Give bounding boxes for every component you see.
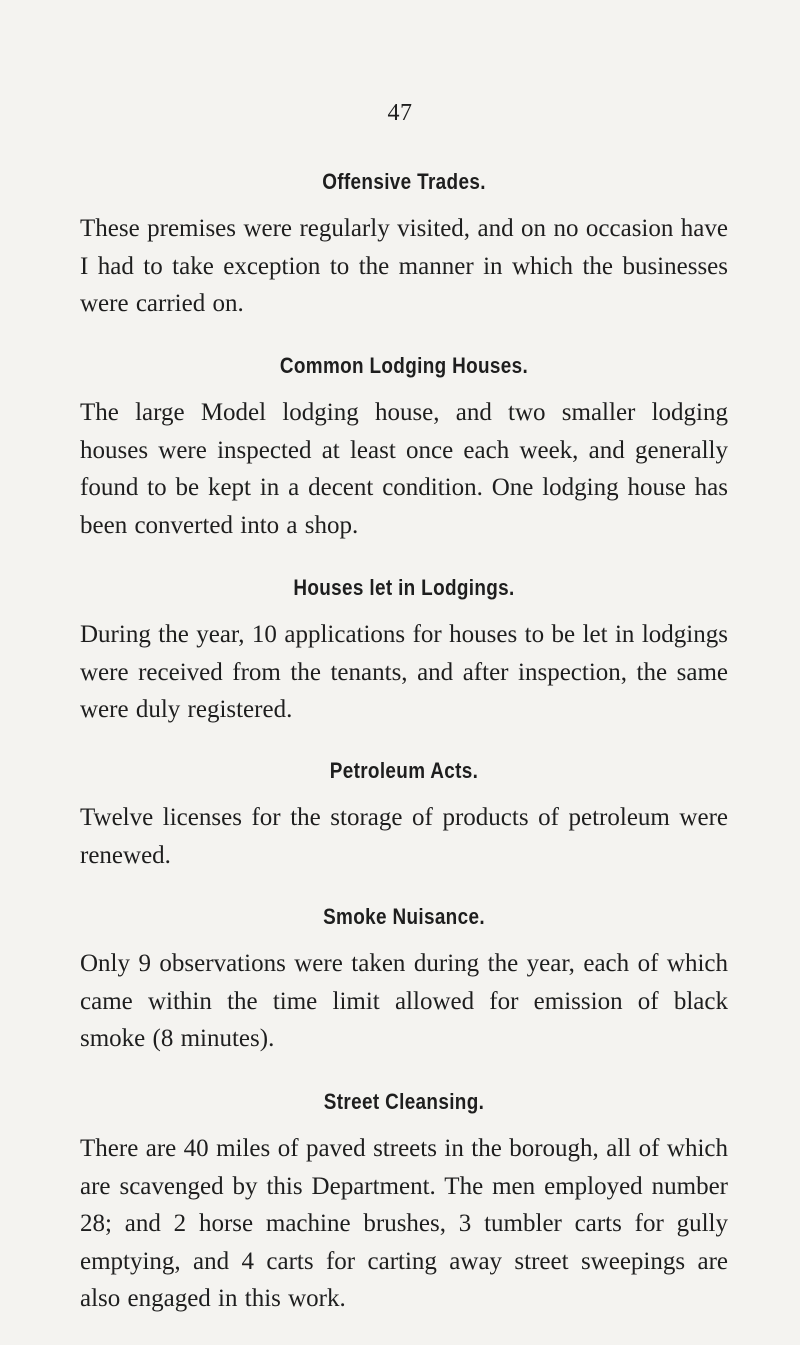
section-body: There are 40 miles of paved streets in the borough, all of which are scavenged by this Department. The men employed number 28; and 2 horse machine brushes, 3 tumbler carts for gully emptying, and 4 carts for carting away street sweepings are also engaged in this work. bbox=[80, 1135, 728, 1312]
section-common-lodging-houses bbox=[80, 352, 728, 544]
section-body: Twelve licenses for the storage of products of petroleum were renewed. bbox=[80, 804, 728, 869]
section-offensive-trades bbox=[80, 168, 728, 323]
section-body: These premises were regularly visited, and on no occasion have I had to take exception to the manner in which the businesses were carried on. bbox=[80, 215, 728, 317]
section-heading: Offensive Trades. bbox=[322, 169, 486, 194]
section-heading: Common Lodging Houses. bbox=[279, 353, 529, 378]
section-petroleum-acts bbox=[80, 757, 728, 874]
section-street-cleansing bbox=[80, 1088, 728, 1318]
section-body: The large Model lodging house, and two smaller lodging houses were inspected at least once each week, and generally found to be kept in a decent condition. One lodging house has been converted into a shop. bbox=[80, 399, 728, 539]
section-houses-let-in-lodgings bbox=[80, 574, 728, 729]
section-body: Only 9 observations were taken during the year, each of which came within the time limit allowed for emission of black smoke (8 minutes). bbox=[80, 950, 728, 1052]
section-heading: Street Cleansing. bbox=[323, 1089, 485, 1114]
section-heading: Petroleum Acts. bbox=[329, 758, 479, 783]
section-body: During the year, 10 applications for houses to be let in lodgings were received from the tenants, and after inspection, the same were duly registered. bbox=[80, 621, 728, 723]
section-heading: Smoke Nuisance. bbox=[323, 904, 485, 929]
section-smoke-nuisance bbox=[80, 903, 728, 1058]
page-number: 47 bbox=[387, 100, 413, 126]
section-heading: Houses let in Lodgings. bbox=[293, 575, 515, 600]
